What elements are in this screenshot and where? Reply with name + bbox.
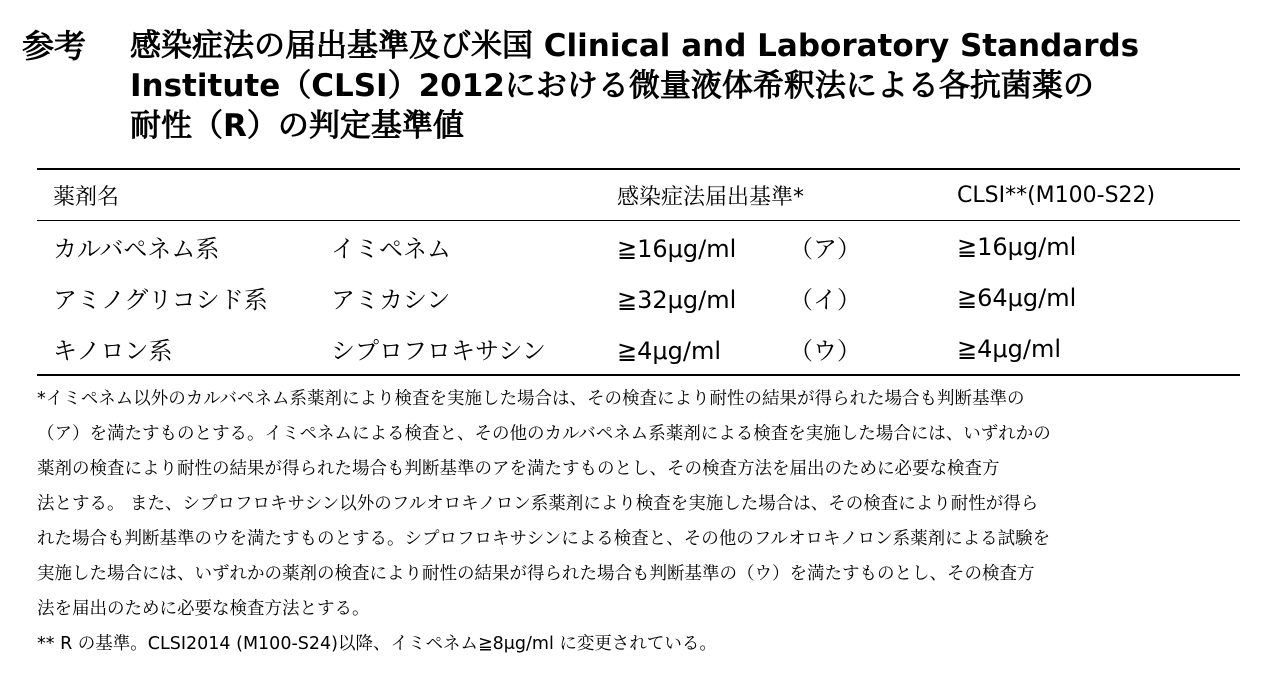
- clsi-value-cell: ≧4μg/ml: [957, 334, 1062, 363]
- footnote-line: 実施した場合には、いずれかの薬剤の検査により耐性の結果が得られた場合も判断基準の（ウ）を満たすものとし、その検査方: [37, 564, 1035, 584]
- law-value: ≧32μg/ml: [617, 286, 737, 314]
- footnote-line: 薬剤の検査により耐性の結果が得られた場合も判断基準のアを満たすものとし、その検査方法を届出のために必要な検査方: [37, 459, 1000, 479]
- footnotes: [37, 382, 1247, 662]
- header-drug-name: 薬剤名: [37, 169, 617, 221]
- header-law-criteria: 感染症法届出基準*: [617, 169, 957, 221]
- law-mark: （ア）: [789, 235, 861, 263]
- drug-class-cell: カルバペネム系: [53, 235, 220, 263]
- drug-class-cell: アミノグリコシド系: [53, 286, 268, 314]
- table-row: [37, 221, 1240, 273]
- law-criteria-cell: [617, 272, 957, 323]
- footnote-line: れた場合も判断基準のウを満たすものとする。シプロフロキサシンによる検査と、その他のフルオロキノロン系薬剤による試験を: [37, 529, 1051, 549]
- heading-title: [130, 26, 1262, 146]
- heading: [22, 26, 1262, 146]
- drug-cell: シプロフロキサシン: [331, 337, 546, 365]
- law-value: ≧16μg/ml: [617, 235, 737, 263]
- drug-cell: イミペネム: [331, 235, 451, 263]
- table-row: [37, 323, 1240, 375]
- header-clsi: CLSI**(M100-S22): [957, 169, 1240, 221]
- heading-line: Institute（CLSI）2012における微量液体希釈法による各抗菌薬の: [130, 68, 1094, 104]
- law-criteria-cell: [617, 323, 957, 375]
- law-value: ≧4μg/ml: [617, 337, 722, 365]
- heading-line: 耐性（R）の判定基準値: [130, 108, 464, 144]
- clsi-value-cell: ≧16μg/ml: [957, 232, 1077, 261]
- table-row: [37, 272, 1240, 323]
- criteria-table: [37, 168, 1240, 376]
- footnote-line: *イミペネム以外のカルバペネム系薬剤により検査を実施した場合は、その検査により耐性の結果が得られた場合も判断基準の: [37, 389, 1025, 409]
- law-mark: （ウ）: [789, 337, 861, 365]
- law-criteria-cell: [617, 221, 957, 273]
- heading-label: 参考: [22, 27, 87, 65]
- heading-line: 感染症法の届出基準及び米国 Clinical and Laboratory Standards: [130, 28, 1140, 64]
- footnote-line: 法とする。 また、シプロフロキサシン以外のフルオロキノロン系薬剤により検査を実施した場合は、その検査により耐性が得ら: [37, 494, 1039, 514]
- footnote-line: 法を届出のために必要な検査方法とする。: [37, 599, 370, 619]
- drug-cell: アミカシン: [331, 286, 451, 314]
- table-header-row: [37, 169, 1240, 221]
- footnote-line: （ア）を満たすものとする。イミペネムによる検査と、その他のカルバペネム系薬剤による検査を実施した場合には、いずれかの: [37, 424, 1051, 444]
- drug-class-cell: キノロン系: [53, 337, 173, 365]
- footnote-clsi: ** R の基準。CLSI2014 (M100-S24)以降、イミペネム≧8μg/ml に変更されている。: [37, 634, 717, 654]
- clsi-value-cell: ≧64μg/ml: [957, 283, 1077, 312]
- law-mark: （イ）: [789, 286, 861, 314]
